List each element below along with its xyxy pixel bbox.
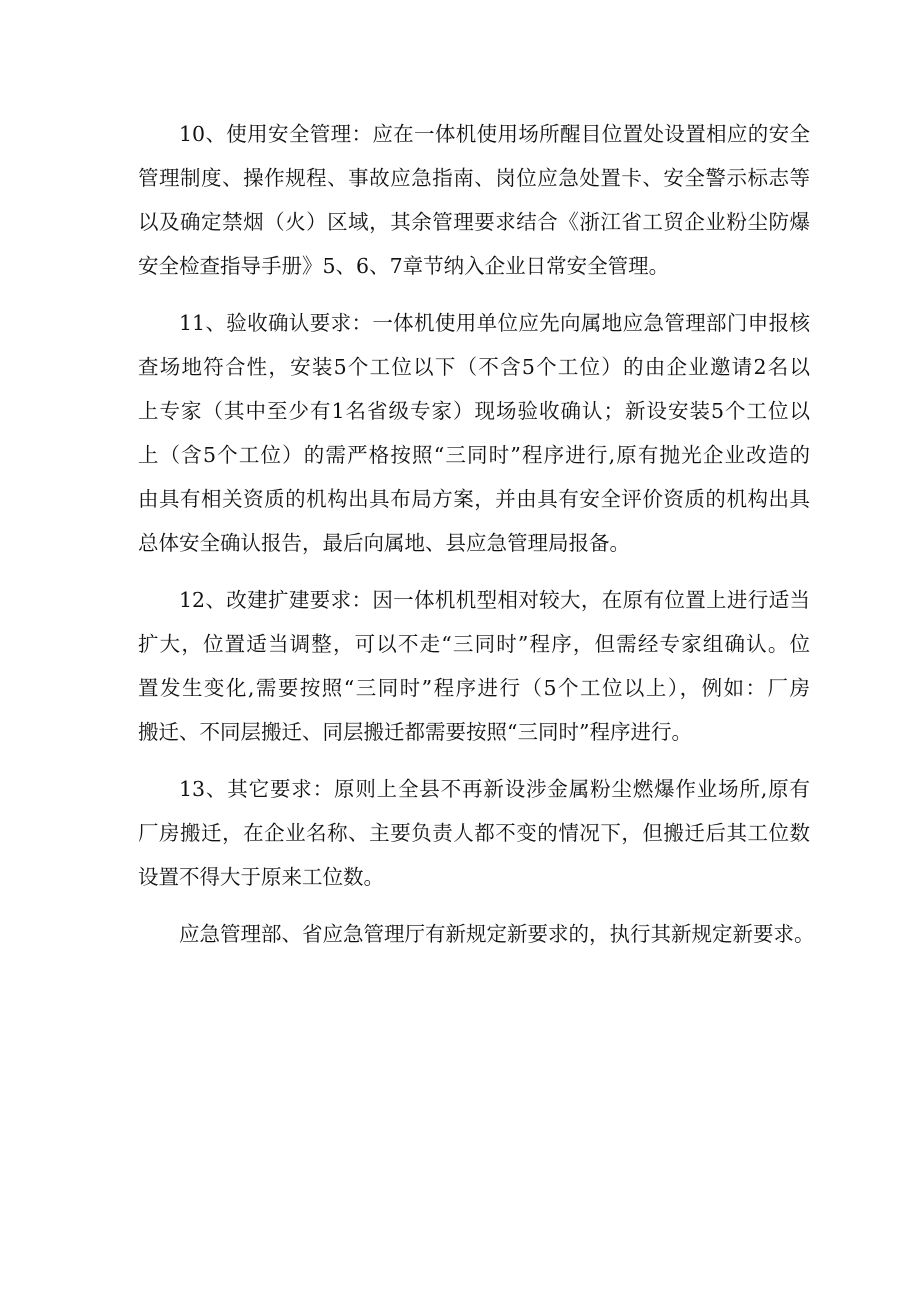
text-line: 11、验收确认要求：一体机使用单位应先向属地应急管理部门申报核: [179, 311, 810, 335]
text-line: 13、其它要求：原则上全县不再新设涉金属粉尘燃爆作业场所,原有: [179, 777, 810, 801]
text-line: 置发生变化,需要按照“三同时”程序进行（5个工位以上），例如：厂房: [138, 676, 810, 700]
text-line: 安全检查指导手册》5、6、7章节纳入企业日常安全管理。: [138, 254, 670, 278]
text-line: 扩大，位置适当调整，可以不走“三同时”程序，但需经专家组确认。位: [138, 632, 810, 656]
paragraph-item-13: [138, 767, 810, 899]
text-line: 总体安全确认报告，最后向属地、县应急管理局报备。: [138, 531, 630, 555]
paragraph-item-12: [138, 578, 810, 754]
text-line: 12、改建扩建要求：因一体机机型相对较大，在原有位置上进行适当: [179, 588, 810, 612]
text-line: 搬迁、不同层搬迁、同层搬迁都需要按照“三同时”程序进行。: [138, 720, 692, 744]
text-line: 上专家（其中至少有1名省级专家）现场验收确认；新设安装5个工位以: [138, 399, 810, 423]
text-line: 以及确定禁烟（火）区域，其余管理要求结合《浙江省工贸企业粉尘防爆: [138, 210, 810, 234]
text-line: 应急管理部、省应急管理厅有新规定新要求的，执行其新规定新要求。: [179, 922, 815, 946]
text-line: 设置不得大于原来工位数。: [138, 865, 384, 889]
document-body: [138, 112, 815, 969]
paragraph-closing: [138, 912, 815, 956]
paragraph-item-10: [138, 112, 810, 288]
text-line: 管理制度、操作规程、事故应急指南、岗位应急处置卡、安全警示标志等: [138, 166, 810, 190]
paragraph-item-11: [138, 301, 810, 565]
text-line: 10、使用安全管理：应在一体机使用场所醒目位置处设置相应的安全: [179, 122, 810, 146]
text-line: 由具有相关资质的机构出具布局方案，并由具有安全评价资质的机构出具: [138, 487, 810, 511]
text-line: 上（含5个工位）的需严格按照“三同时”程序进行,原有抛光企业改造的: [138, 443, 810, 467]
text-line: 查场地符合性，安装5个工位以下（不含5个工位）的由企业邀请2名以: [138, 355, 810, 379]
text-line: 厂房搬迁，在企业名称、主要负责人都不变的情况下，但搬迁后其工位数: [138, 821, 810, 845]
